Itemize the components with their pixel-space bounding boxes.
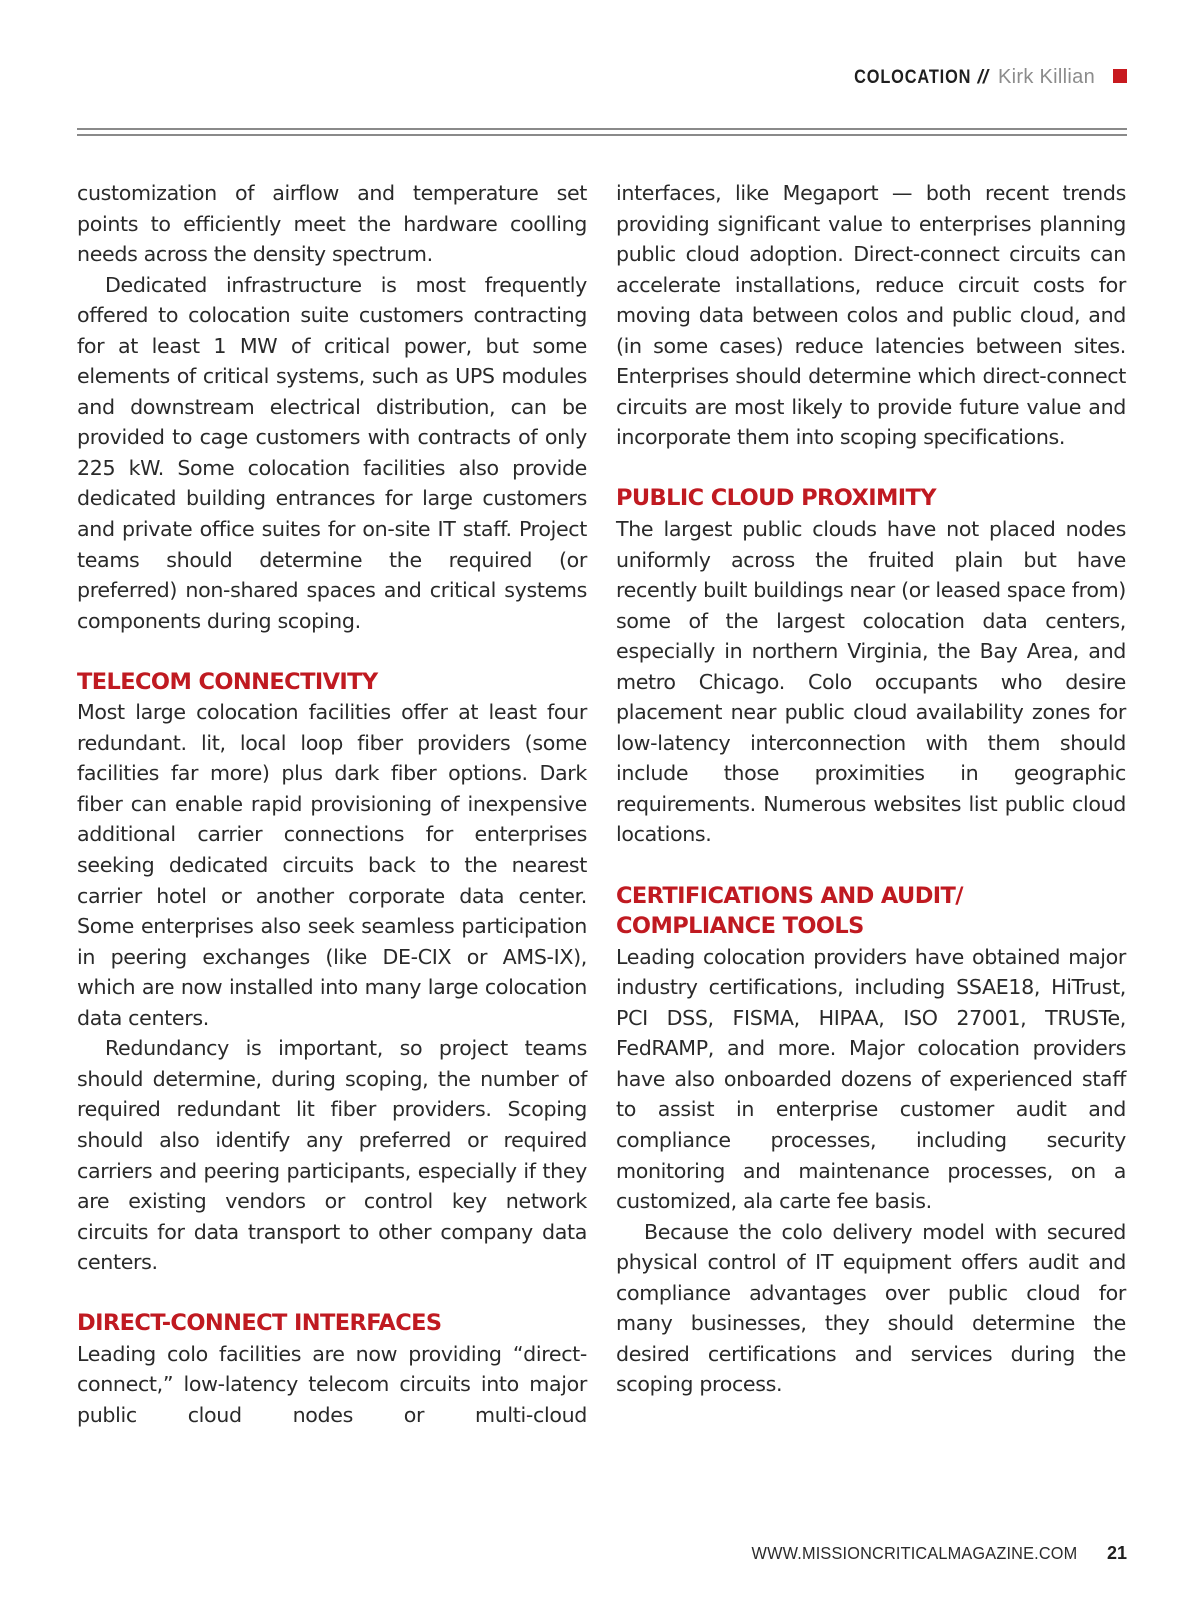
spacer	[616, 850, 1126, 881]
spacer	[616, 453, 1126, 484]
header-rule-top	[77, 128, 1127, 130]
paragraph: Leading colocation providers have obtained major industry certifications, including SSAE18, HiTrust, PCI DSS, FISMA, HIPAA, ISO 27001, TRUSTe, FedRAMP, and more. Major colocation providers have also onboarded dozens of experienced staff to assist in enterprise customer audit and compliance processes, including security monitoring and maintenance processes, on a customized, ala carte fee basis.	[616, 944, 1126, 1214]
paragraph: customization of airflow and temperature set points to efficiently meet the hardware coolling needs across the density spectrum.	[77, 181, 587, 267]
page-number: 21	[1106, 1543, 1127, 1563]
paragraph: The largest public clouds have not placed nodes uniformly across the fruited plain but have recently built buildings near (or leased space from) some of the largest colocation data centers, especially in northern Virginia, the Bay Area, and metro Chicago. Colo occupants who desire placement near public cloud availability zones for low-latency interconnection with them should include those proximities in geographic requirements. Numerous websites list public cloud locations.	[616, 517, 1126, 847]
header-rule-bottom	[77, 134, 1127, 136]
heading-direct-connect-interfaces: DIRECT-CONNECT INTERFACES	[77, 1310, 442, 1337]
heading-certifications-audit-compliance: CERTIFICATIONS AND AUDIT/ COMPLIANCE TOOLS	[616, 882, 963, 940]
header-separator: //	[977, 67, 989, 88]
paragraph: Most large colocation facilities offer at least four redundant. lit, local loop fiber providers (some facilities far more) plus dark fiber options. Dark fiber can enable rapid provisioning of inexpensive additional carrier connections for enterprises seeking dedicated circuits back to the nearest carrier hotel or another corporate data center. Some enterprises also seek seamless participation in peering exchanges (like DE-CIX or AMS-IX), which are now installed into many large colocation data centers.	[77, 700, 587, 1030]
red-square-icon	[1113, 69, 1127, 83]
paragraph: Leading colo facilities are now providing “direct-connect,” low-latency telecom circuits into major public cloud nodes or multi-cloud	[77, 1341, 587, 1427]
heading-public-cloud-proximity: PUBLIC CLOUD PROXIMITY	[616, 485, 936, 512]
page-footer	[727, 1543, 1127, 1564]
paragraph: Because the colo delivery model with secured physical control of IT equipment offers audit and compliance advantages over public cloud for many businesses, they should determine the desired certifications and services during the scoping process.	[616, 1219, 1126, 1397]
section-name: COLOCATION	[854, 67, 972, 88]
heading-telecom-connectivity: TELECOM CONNECTIVITY	[77, 668, 378, 695]
right-column	[616, 178, 1126, 1400]
spacer	[77, 636, 587, 667]
left-column	[77, 178, 587, 1430]
paragraph: Dedicated infrastructure is most frequently offered to colocation suite customers contracting for at least 1 MW of critical power, but some elements of critical systems, such as UPS modules and downstream electrical distribution, can be provided to cage customers with contracts of only 225 kW. Some colocation facilities also provide dedicated building entrances for large customers and private office suites for on-site IT staff. Project teams should determine the required (or preferred) non-shared spaces and critical systems components during scoping.	[77, 272, 587, 633]
running-head	[835, 66, 1127, 94]
author-name: Kirk Killian	[998, 66, 1095, 88]
spacer	[77, 1278, 587, 1309]
paragraph: interfaces, like Megaport — both recent trends providing significant value to enterprises planning public cloud adoption. Direct-connect circuits can accelerate installations, reduce circuit costs for moving data between colos and public cloud, and (in some cases) reduce latencies between sites. Enterprises should determine which direct-connect circuits are most likely to provide future value and incorporate them into scoping specifications.	[616, 181, 1126, 450]
magazine-url[interactable]: WWW.MISSIONCRITICALMAGAZINE.COM	[751, 1543, 1077, 1563]
paragraph: Redundancy is important, so project teams should determine, during scoping, the number of required redundant lit fiber providers. Scoping should also identify any preferred or required carriers and peering participants, especially if they are existing vendors or control key network circuits for data transport to other company data centers.	[77, 1036, 587, 1275]
